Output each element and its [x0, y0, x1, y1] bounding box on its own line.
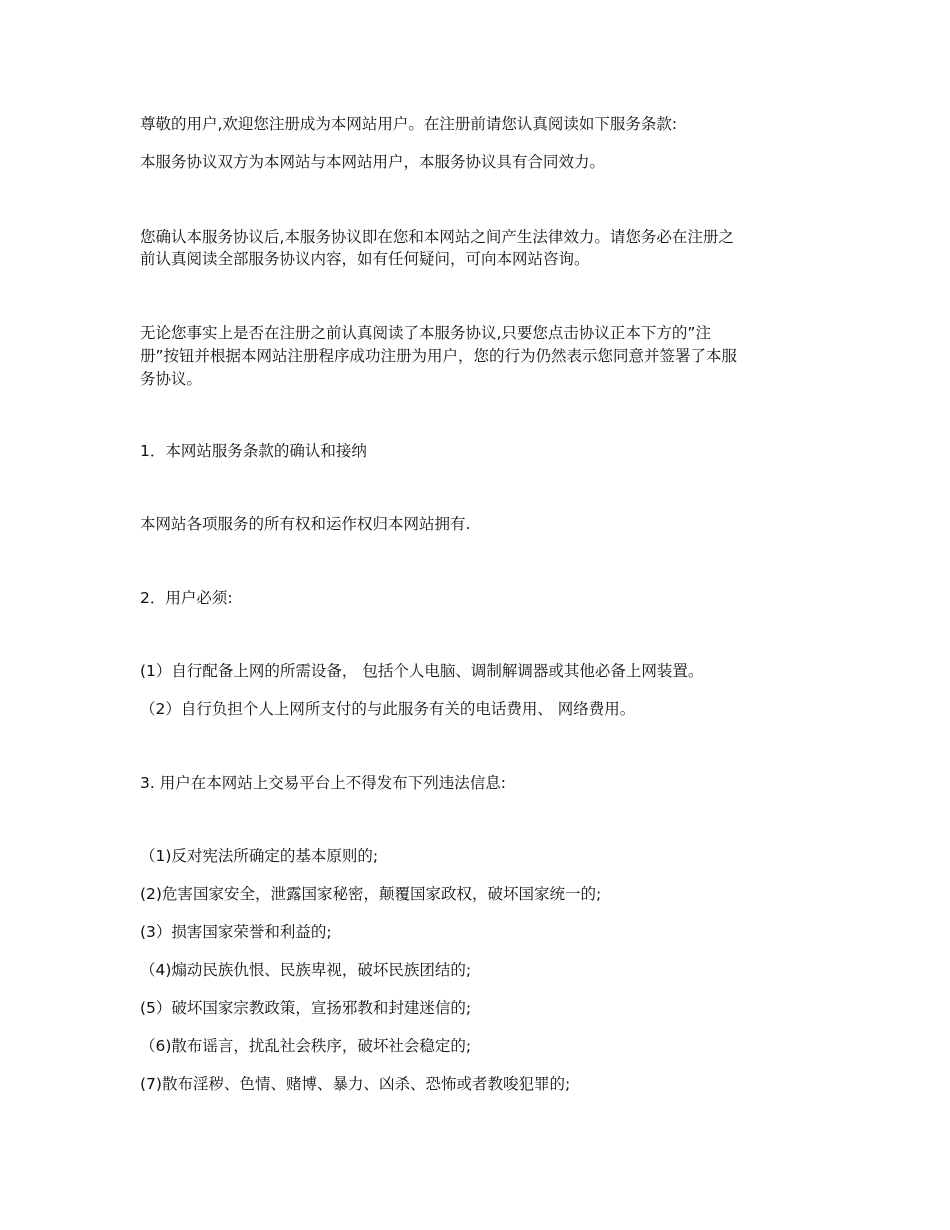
list-item: (2)危害国家安全，泄露国家秘密，颠覆国家政权，破坏国家统一的; — [140, 885, 602, 903]
consent-paragraph-line-2: 册”按钮并根据本网站注册程序成功注册为用户，您的行为仍然表示您同意并签署了本服 — [140, 347, 738, 365]
section-3-heading: 3. 用户在本网站上交易平台上不得发布下列违法信息: — [140, 774, 506, 792]
consent-paragraph-line-3: 务协议。 — [140, 370, 203, 388]
effect-paragraph-line-2: 前认真阅读全部服务协议内容，如有任何疑问，可向本网站咨询。 — [140, 250, 590, 268]
list-item: （1)反对宪法所确定的基本原则的; — [140, 847, 379, 865]
list-item: (5）破坏国家宗教政策，宣扬邪教和封建迷信的; — [140, 999, 472, 1017]
intro-paragraph: 尊敬的用户,欢迎您注册成为本网站用户。在注册前请您认真阅读如下服务条款: — [140, 115, 678, 133]
section-2-item-2: （2）自行负担个人上网所支付的与此服务有关的电话费用、 网络费用。 — [140, 700, 636, 718]
section-1-heading: 1．本网站服务条款的确认和接纳 — [140, 442, 367, 460]
section-1-body: 本网站各项服务的所有权和运作权归本网站拥有. — [140, 515, 471, 533]
list-item: （4)煽动民族仇恨、民族卑视，破坏民族团结的; — [140, 961, 472, 979]
section-2-item-1: (1）自行配备上网的所需设备， 包括个人电脑、调制解调器或其他必备上网装置。 — [140, 662, 704, 680]
agreement-parties-paragraph: 本服务协议双方为本网站与本网站用户，本服务协议具有合同效力。 — [140, 153, 606, 171]
consent-paragraph-line-1: 无论您事实上是否在注册之前认真阅读了本服务协议,只要您点击协议正本下方的”注 — [140, 324, 711, 342]
list-item: （6)散布谣言，扰乱社会秩序，破坏社会稳定的; — [140, 1037, 472, 1055]
list-item: (7)散布淫秽、色情、赌博、暴力、凶杀、恐怖或者教唆犯罪的; — [140, 1075, 571, 1093]
section-2-heading: 2．用户必须: — [140, 589, 233, 607]
list-item: (3）损害国家荣誉和利益的; — [140, 923, 332, 941]
effect-paragraph-line-1: 您确认本服务协议后,本服务协议即在您和本网站之间产生法律效力。请您务必在注册之 — [140, 228, 734, 246]
